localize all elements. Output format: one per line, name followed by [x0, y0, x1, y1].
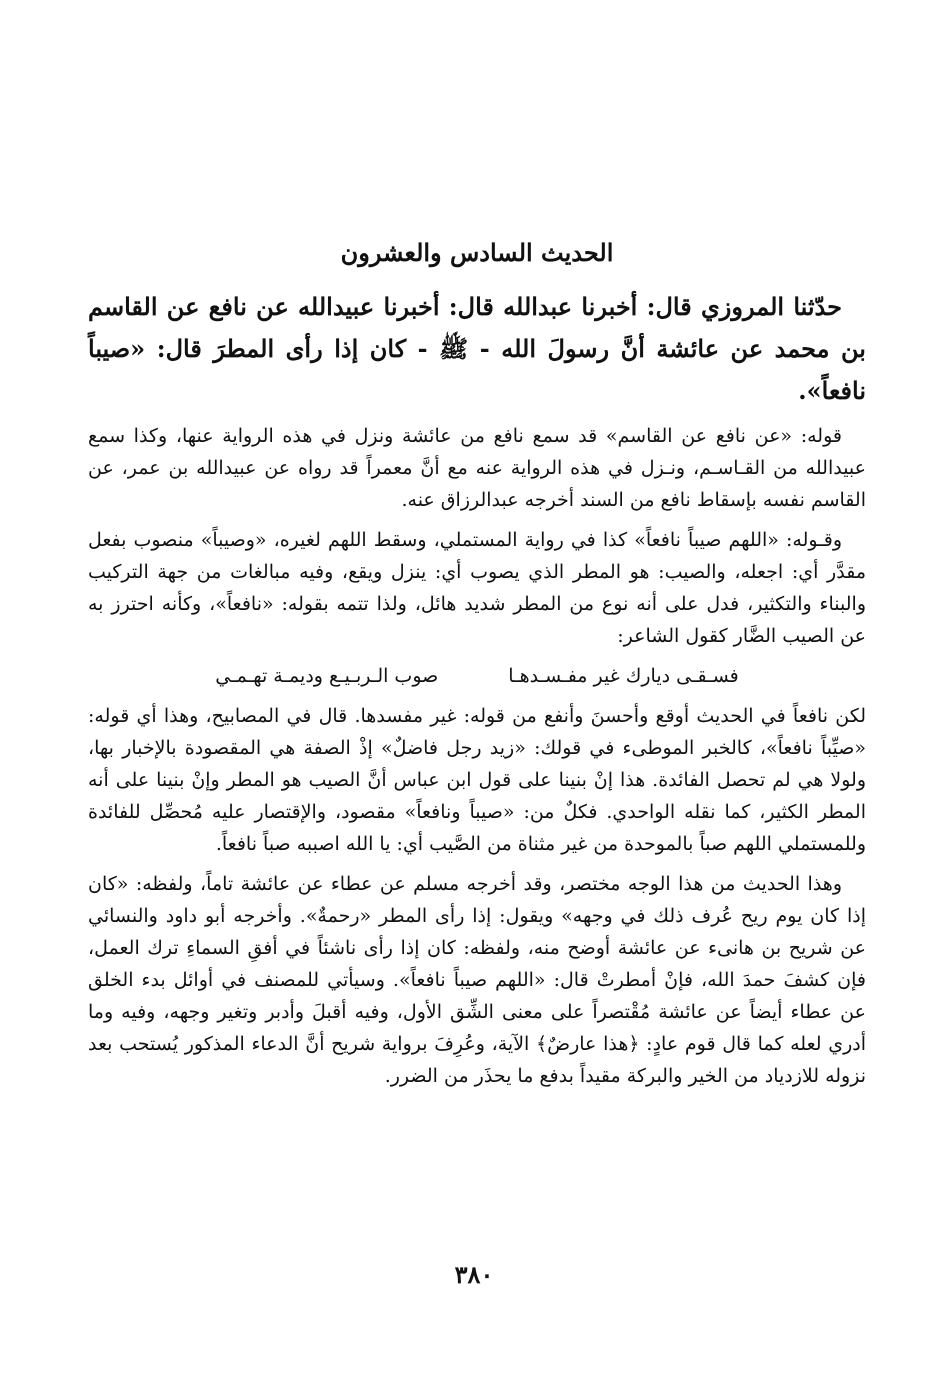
verse-second-hemistich: صوب الـربـيـع وديمـة تهـمـي [215, 665, 439, 687]
commentary-paragraph-1: قوله: «عن نافع عن القاسم» قد سمع نافع من عائشة ونزل في هذه الرواية عنها، وكذا سمع عبيدالله من القـاسـم، ونـزل في هذه الرواية عنه مع أنَّ معمراً قد رواه عن عبيدالله بن عمر، عن القاسم نفسه بإسقاط نافع من السند أخرجه عبدالرزاق عنه. [88, 425, 866, 511]
page-number: ٣٨٠ [454, 1260, 494, 1289]
page-body [88, 236, 866, 1100]
commentary-paragraph-3: لكن نافعاً في الحديث أوقع وأحسنَ وأنفع من قوله: غير مفسدها. قال في المصابيح، وهذا أي قوله: «صيِّباً نافعاً»، كالخبر الموطىء في قولك: «زيد رجل فاضلٌ» إذْ الصفة هي المقصودة بالإخبار بها، ولولا هي لم تحصل الفائدة. هذا إنْ بنينا على قول ابن عباس أنَّ الصيب هو المطر وإنْ بنينا على أنه المطر الكثير، كما نقله الواحدي. فكلٌ من: «صيباً ونافعاً» مقصود، والإقتصار عليه مُحصِّل للفائدة وللمستملي اللهم صباً بالموحدة من غير مثناة من الصَّيب أي: يا الله اصببه صباً نافعاً. [88, 705, 866, 855]
hadith-text: حدّثنا المروزي قال: أخبرنا عبدالله قال: أخبرنا عبيدالله عن نافع عن القاسم بن محمد عن عائشة أنَّ رسولَ الله - ﷺ - كان إذا رأى المطرَ قال: «صيباً نافعاً». [88, 292, 866, 405]
chapter-title: الحديث السادس والعشرون [340, 238, 614, 267]
commentary-paragraph-2: وقـوله: «اللهم صيباً نافعاً» كذا في رواية المستملي، وسقط اللهم لغيره، «وصيباً» منصوب بفعل مقدَّر أي: اجعله، والصيب: هو المطر الذي يصوب أي: ينزل ويقع، وفيه مبالغات من جهة التركيب والبناء والتكثير، فدل على أنه نوع من المطر شديد هائل، ولذا تتمه بقوله: «نافعاً»، وكأنه احترز به عن الصيب الضَّار كقول الشاعر: [88, 529, 866, 647]
verse-first-hemistich: فسـقـى ديارك غير مفـسـدهـا [508, 665, 739, 687]
commentary-paragraph-4: وهذا الحديث من هذا الوجه مختصر، وقد أخرجه مسلم عن عطاء عن عائشة تاماً، ولفظه: «كان إذا كان يوم ريح عُرف ذلك في وجهه» ويقول: إذا رأى المطر «رحمةٌ». وأخرجه أبو داود والنسائي عن شريح بن هانىء عن عائشة أوضح منه، ولفظه: كان إذا رأى ناشئاً في أفقِ السماءِ ترك العمل، فإن كشفَ حمدَ الله، فإنْ أمطرتْ قال: «اللهم صيباً نافعاً». وسيأتي للمصنف في أوائل بدء الخلق عن عطاء أيضاً عن عائشة مُقْتصراً على معنى الشِّق الأول، وفيه أقبلَ وأدبر وتغير وجهه، وفيه وما أدري لعله كما قال قوم عادٍ: ﴿هذا عارضٌ﴾ الآية، وعُرِفَ برواية شريح أنَّ الدعاء المذكور يُستحب بعد نزوله للازدياد من الخير والبركة مقيداً بدفع ما يحذَر من الضرر. [88, 873, 866, 1087]
poetry-verse [88, 660, 866, 692]
